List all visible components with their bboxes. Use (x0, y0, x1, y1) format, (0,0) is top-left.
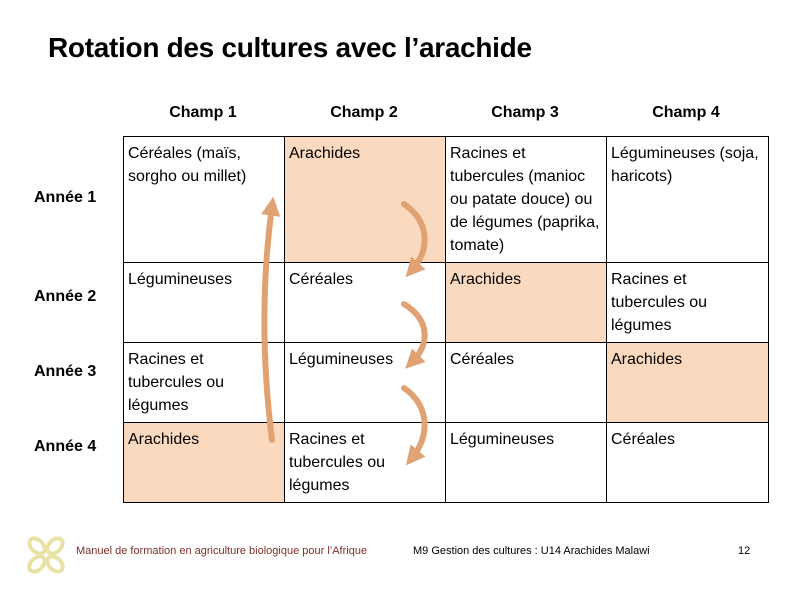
manual-logo-icon (24, 533, 68, 577)
table-cell: Racines et tubercules ou légumes (124, 343, 285, 423)
table-cell-highlighted: Arachides (124, 423, 285, 503)
table-cell: Légumineuses (124, 263, 285, 343)
arrow-up-long (265, 206, 273, 440)
table-cell: Légumineuses (soja, haricots) (607, 137, 769, 263)
table-cell: Racines et tubercules ou légumes (285, 423, 446, 503)
table-cell: Légumineuses (285, 343, 446, 423)
footer-module-label: M9 Gestion des cultures : U14 Arachides Malawi (413, 545, 650, 557)
table-cell: Légumineuses (446, 423, 607, 503)
table-cell: Racines et tubercules ou légumes (607, 263, 769, 343)
arrow-down-1 (404, 204, 425, 270)
table-cell-highlighted: Arachides (607, 343, 769, 423)
column-header-champ-3: Champ 3 (491, 104, 559, 121)
slide-title: Rotation des cultures avec l’arachide (48, 32, 532, 63)
table-cell: Racines et tubercules (manioc ou patate douce) ou de légumes (paprika, tomate) (446, 137, 607, 263)
page-number: 12 (738, 545, 751, 557)
row-header-annee-2: Année 2 (34, 288, 97, 305)
footer-manual-title: Manuel de formation en agriculture biologique pour l’Afrique (76, 545, 368, 557)
row-header-annee-4: Année 4 (34, 438, 97, 455)
column-header-champ-2: Champ 2 (330, 104, 398, 121)
row-header-annee-3: Année 3 (34, 363, 97, 380)
table-cell-highlighted: Arachides (446, 263, 607, 343)
table-cell: Céréales (maïs, sorgho ou millet) (124, 137, 285, 263)
table-cell: Céréales (446, 343, 607, 423)
table-cell: Céréales (607, 423, 769, 503)
table-cell-highlighted: Arachides (285, 137, 446, 263)
column-header-champ-4: Champ 4 (652, 104, 720, 121)
arrow-down-2 (404, 304, 425, 362)
row-header-annee-1: Année 1 (34, 189, 97, 206)
table-cell: Céréales (285, 263, 446, 343)
arrow-down-3 (404, 388, 425, 458)
column-header-champ-1: Champ 1 (169, 104, 237, 121)
